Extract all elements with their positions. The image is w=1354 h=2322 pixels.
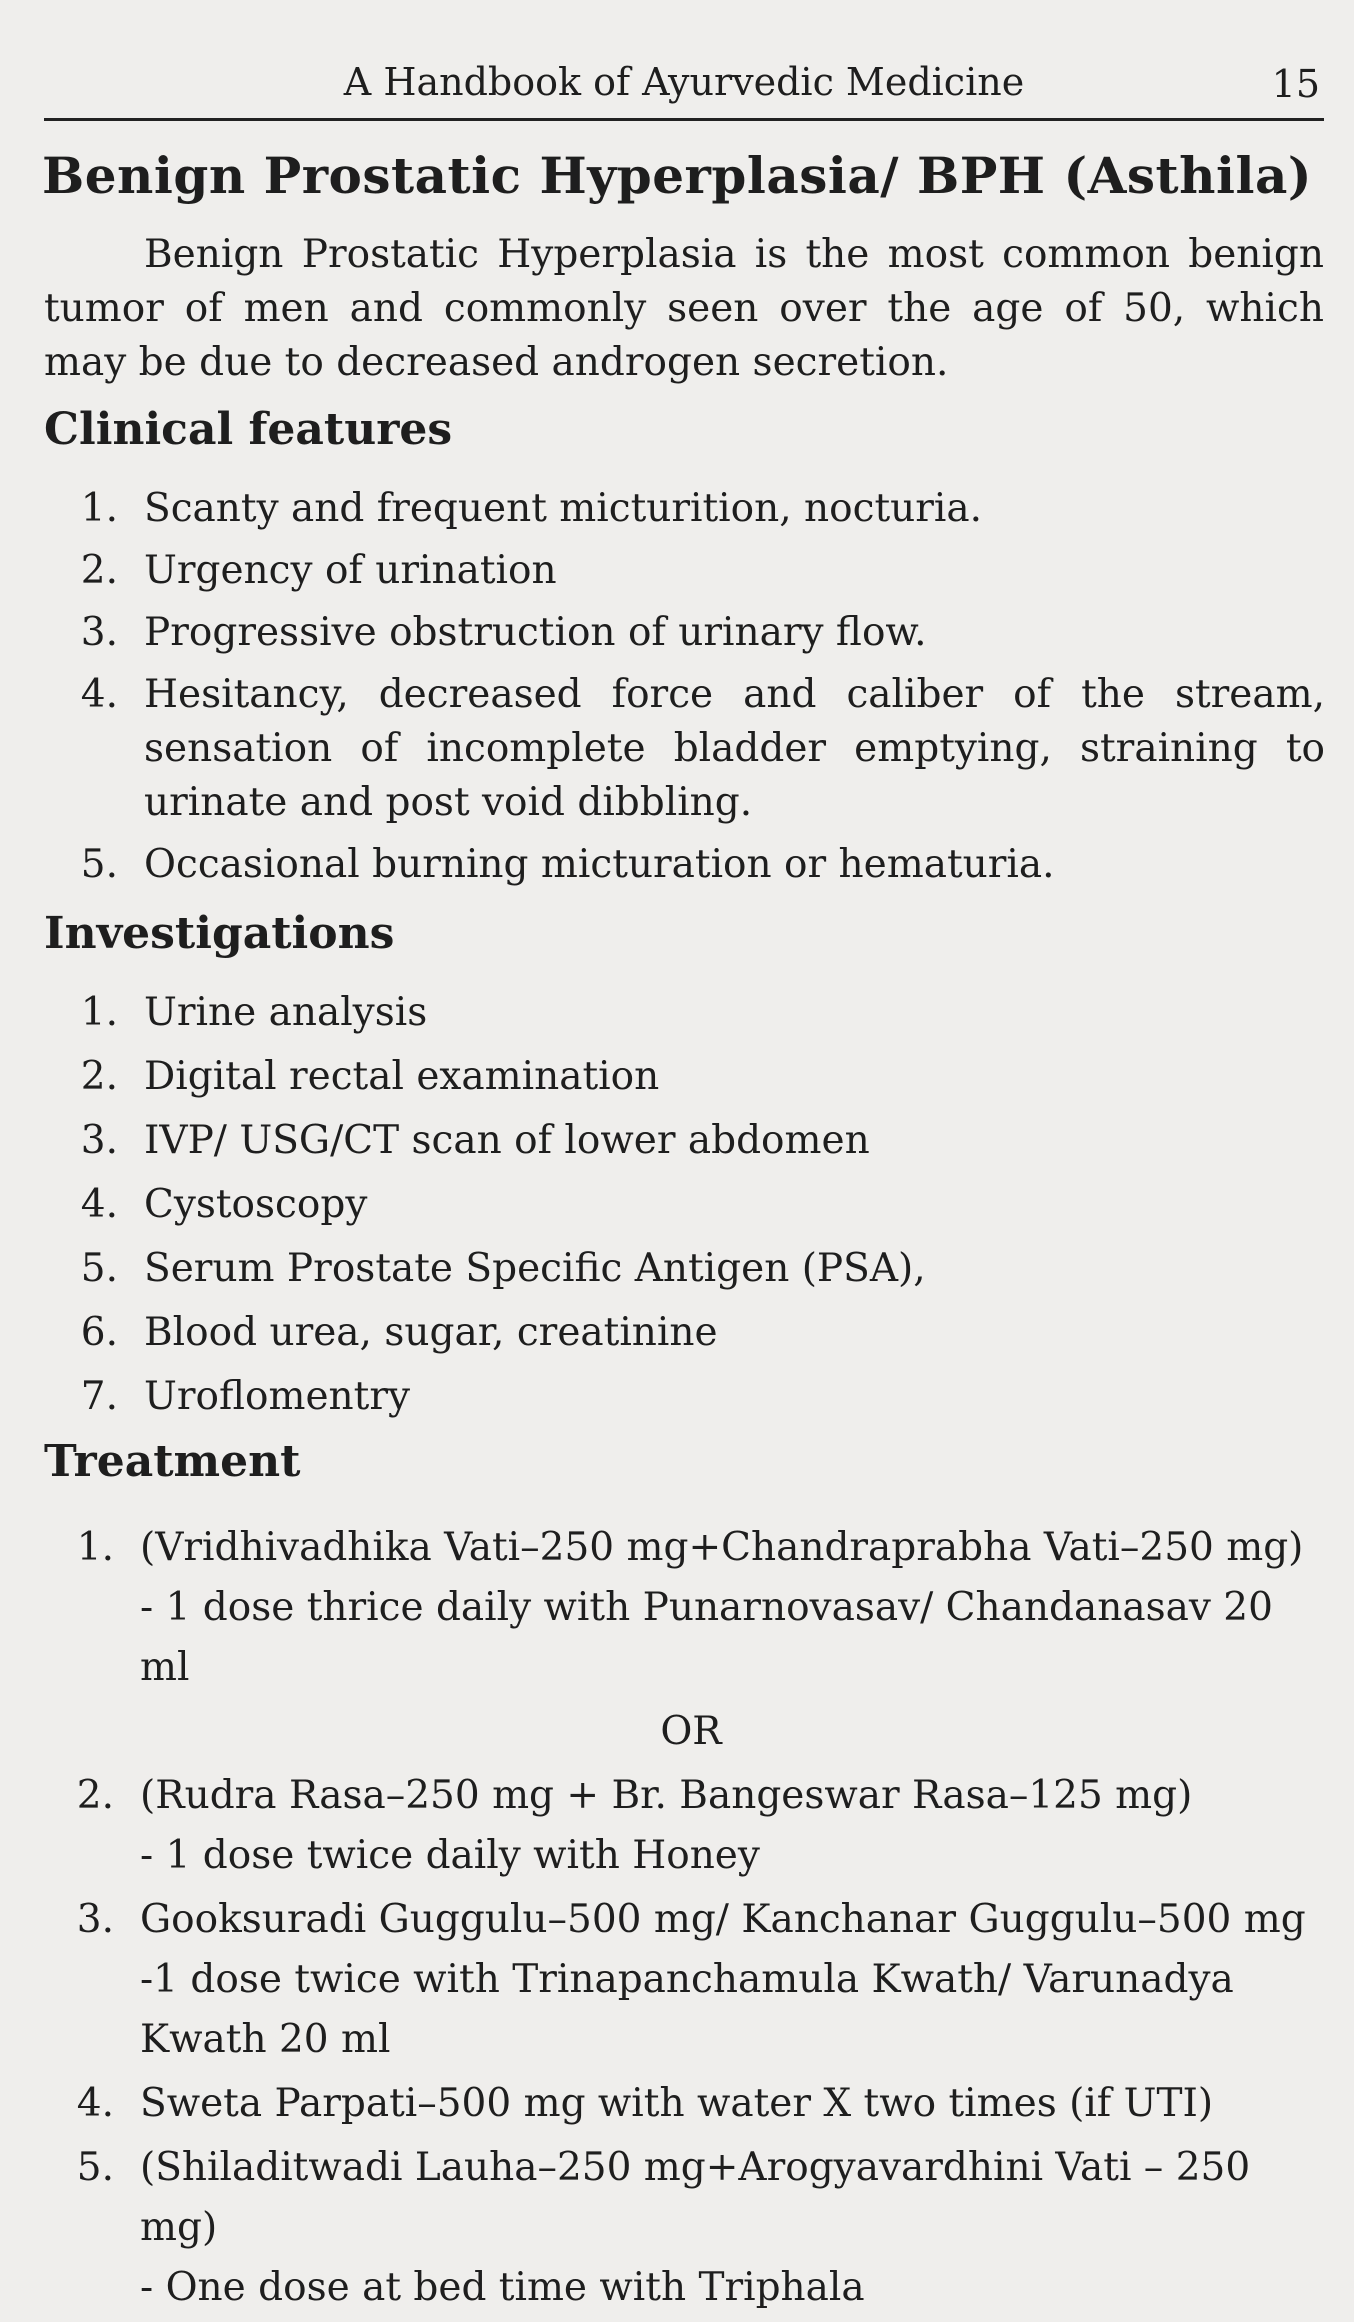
book-title: A Handbook of Ayurvedic Medicine bbox=[343, 60, 1025, 104]
chapter-title: Benign Prostatic Hyperplasia/ BPH (Asthila) bbox=[41, 146, 1313, 205]
treatment-heading: Treatment bbox=[44, 1436, 301, 1487]
investigations-list bbox=[60, 986, 1325, 1434]
intro-paragraph bbox=[44, 228, 1324, 390]
investigations-heading: Investigations bbox=[44, 908, 395, 959]
list-item: 2. Urgency of urination bbox=[80, 548, 557, 593]
page-number: 15 bbox=[1271, 62, 1320, 106]
clinical-features-heading: Clinical features bbox=[44, 404, 453, 455]
dosage-note: - 1 dose twice daily with Honey bbox=[140, 1833, 760, 1878]
list-item: 4. Sweta Parpati–500 mg with water X two times (if UTI) bbox=[76, 2081, 1214, 2126]
list-item: 1. Scanty and frequent micturition, nocturia. bbox=[80, 486, 983, 531]
list-item: 6. Blood urea, sugar, creatinine bbox=[80, 1310, 718, 1355]
list-item: 3. Gooksuradi Guggulu–500 mg/ Kanchanar Guggulu–500 mg -1 dose twice with Trinapanchamula Kwath/ Varunadya Kwath 20 ml bbox=[56, 1890, 1326, 2070]
intro-text: Benign Prostatic Hyperplasia is the most common benign tumor of men and commonly seen over the age of 50, which may be due to decreased androgen secretion. bbox=[44, 232, 1324, 385]
dosage-note: - One dose at bed time with Triphala bbox=[140, 2265, 865, 2310]
clinical-features-list bbox=[60, 482, 1325, 900]
list-item: 4. Cystoscopy bbox=[80, 1182, 368, 1227]
list-item: 7. Uroflomentry bbox=[80, 1374, 411, 1419]
list-item: 1. (Vridhivadhika Vati–250 mg+Chandraprabha Vati–250 mg) - 1 dose thrice daily with Punarnovasav/ Chandanasav 20 ml bbox=[56, 1518, 1326, 1698]
list-item: 2. (Rudra Rasa–250 mg + Br. Bangeswar Rasa–125 mg) - 1 dose twice daily with Honey bbox=[56, 1766, 1326, 1886]
running-header bbox=[44, 52, 1324, 121]
list-item: 3. IVP/ USG/CT scan of lower abdomen bbox=[80, 1118, 870, 1163]
dosage-note: -1 dose twice with Trinapanchamula Kwath/ Varunadya Kwath 20 ml bbox=[140, 1957, 1234, 2062]
list-item: 5. Occasional burning micturation or hematuria. bbox=[80, 842, 1055, 887]
dosage-note: - 1 dose thrice daily with Punarnovasav/ Chandanasav 20 ml bbox=[140, 1585, 1273, 1690]
or-separator: OR bbox=[660, 1709, 722, 1754]
list-item: 1. Urine analysis bbox=[80, 990, 428, 1035]
list-item: 4. Hesitancy, decreased force and caliber of the stream, sensation of incomplete bladder emptying, straining to urinate and post void dibbling. bbox=[80, 672, 1325, 825]
list-item: 5. (Shiladitwadi Lauha–250 mg+Arogyavardhini Vati – 250 mg) - One dose at bed time with Triphala bbox=[56, 2138, 1326, 2318]
list-item: 2. Digital rectal examination bbox=[80, 1054, 660, 1099]
list-item: 3. Progressive obstruction of urinary flow. bbox=[80, 610, 927, 655]
treatment-list bbox=[56, 1518, 1326, 2322]
list-item: 5. Serum Prostate Specific Antigen (PSA), bbox=[80, 1246, 926, 1291]
